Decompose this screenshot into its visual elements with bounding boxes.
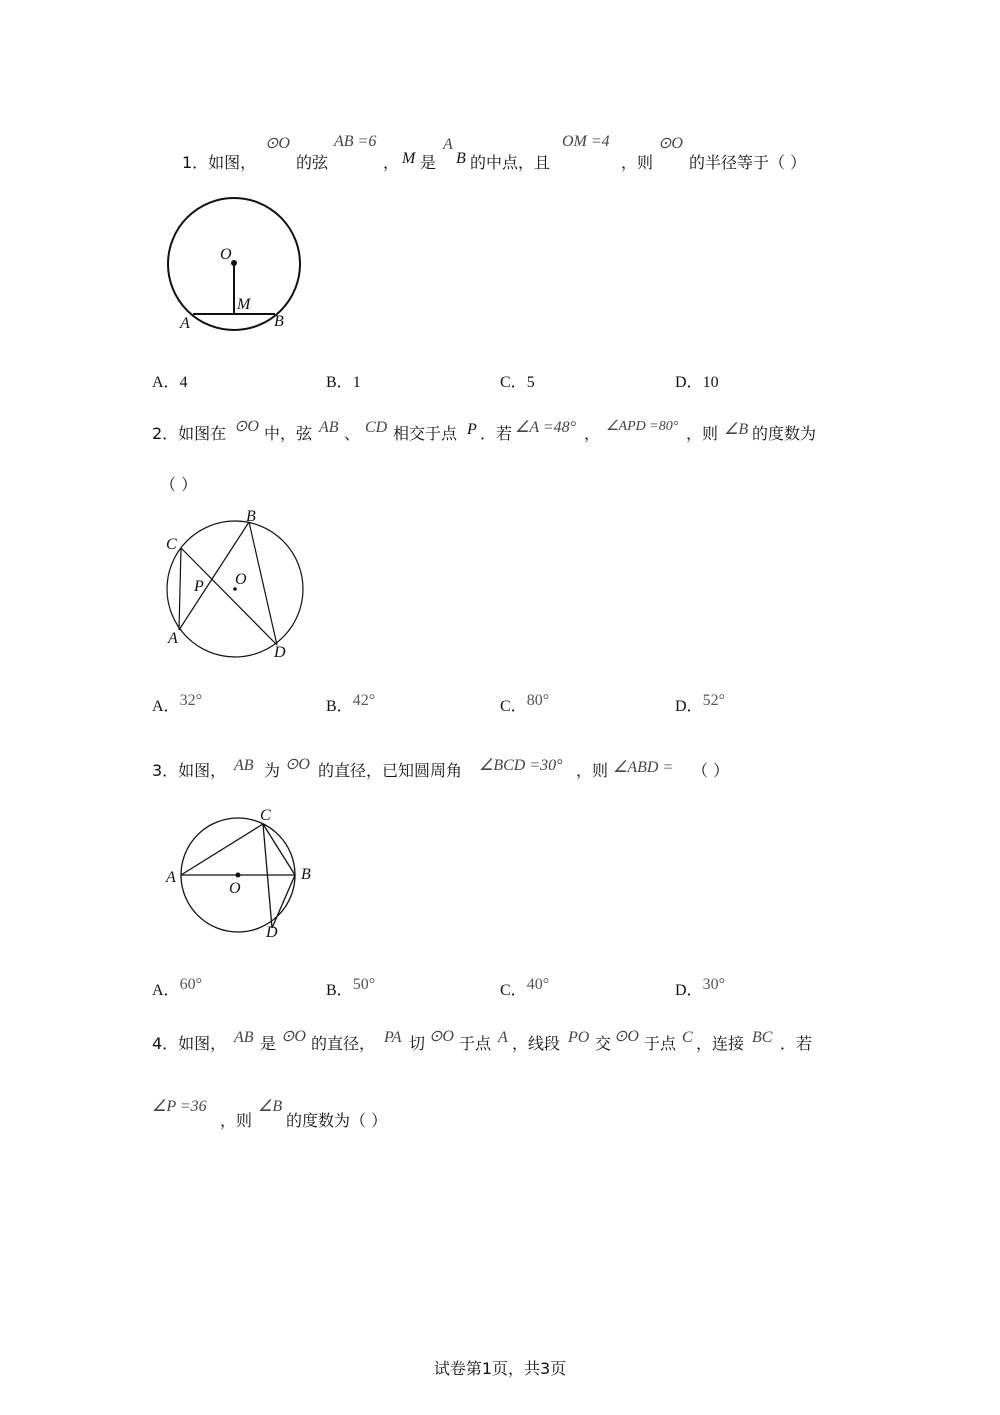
q3-text-1: 为 [264, 761, 281, 780]
q4-var-bc: BC [752, 1029, 773, 1046]
q1-circle-symbol: ⊙O [265, 135, 290, 152]
q3-angle-abd: ∠ABD = [613, 759, 674, 776]
q3-angle-bcd: ∠BCD =30° [479, 757, 563, 774]
q1-label-m: M [237, 296, 251, 313]
q3-text-2: 的直径，已知圆周角 [318, 761, 463, 780]
q1-number: 1．如图， [182, 153, 257, 172]
q3-option-a[interactable]: A．60° [152, 976, 202, 999]
q4-var-po: PO [568, 1029, 590, 1046]
q3-option-b[interactable]: B．50° [326, 976, 376, 999]
q3-segment-cb [263, 824, 295, 875]
q2-number: 2．如图在 [152, 424, 227, 443]
q4-circle-symbol: ⊙O [281, 1028, 306, 1045]
q3-option-c[interactable]: C．40° [500, 976, 550, 999]
q4-angle-p: ∠P =36 [152, 1098, 207, 1115]
q1-label-a: A [180, 315, 190, 332]
q1-var-m: M [402, 150, 416, 167]
q3-center-point [236, 873, 241, 878]
q3-text-3: ，则 [576, 761, 609, 780]
q4-angle-b: ∠B [258, 1098, 283, 1115]
q2-label-o: O [235, 571, 247, 588]
q2-var-p: P [467, 421, 477, 438]
q4-var-c: C [682, 1029, 693, 1046]
q4-text-8: ，连接 [696, 1034, 745, 1053]
q4-var-a: A [498, 1029, 508, 1046]
q4-text-5: ，线段 [512, 1034, 561, 1053]
page-footer: 试卷第1页，共3页 [433, 1359, 567, 1378]
q3-figure [160, 800, 330, 950]
q4-text-3: 切 [409, 1034, 426, 1053]
q2-label-p: P [194, 578, 204, 595]
q2-label-c: C [166, 536, 177, 553]
q2-label-b: B [246, 508, 256, 525]
q1-label-b: B [274, 313, 284, 330]
q1-text-chord: 的弦 [296, 153, 329, 172]
q2-label-d: D [274, 644, 286, 661]
q1-option-c[interactable]: C．5 [500, 374, 535, 391]
q2-option-b[interactable]: B．42° [326, 692, 376, 715]
q2-var-ab: AB [319, 419, 339, 436]
q1-option-a[interactable]: A．4 [152, 374, 188, 391]
q2-segment-ca [179, 548, 181, 630]
q2-label-a: A [168, 630, 178, 647]
q2-text-1: 中，弦 [264, 424, 313, 443]
q1-text-tail: 的半径等于（ ） [689, 153, 807, 172]
q3-circle-symbol: ⊙O [285, 756, 310, 773]
q2-comma: ， [584, 424, 601, 443]
q3-label-o: O [229, 880, 241, 897]
q1-center-point [231, 260, 237, 266]
q2-answer-paren: （ ） [160, 475, 198, 494]
q4-number: 4．如图， [152, 1034, 227, 1053]
q3-segment-cd [263, 824, 272, 928]
q1-label-o: O [220, 246, 232, 263]
q2-segment-bd [249, 522, 277, 645]
q1-var-b: B [456, 150, 466, 167]
q3-label-b: B [301, 866, 311, 883]
q2-figure [158, 505, 318, 665]
q3-var-ab: AB [234, 757, 254, 774]
q2-circle-symbol: ⊙O [234, 418, 259, 435]
q3-label-d: D [266, 924, 278, 941]
q1-text-then: ，则 [621, 153, 654, 172]
q1-option-b[interactable]: B．1 [326, 374, 361, 391]
q1-option-d[interactable]: D．10 [675, 374, 719, 391]
q1-expr-om: OM =4 [562, 133, 610, 150]
q3-number: 3．如图， [152, 761, 227, 780]
q1-figure [160, 190, 310, 340]
q2-text-4: ，则 [686, 424, 719, 443]
q1-text-midpoint: 的中点，且 [470, 153, 551, 172]
q1-text-is: 是 [420, 153, 437, 172]
q4-text-6: 交 [595, 1034, 612, 1053]
q2-chord-cd [181, 548, 277, 645]
q1-expr-ab: AB =6 [334, 133, 377, 150]
q2-angle-apd: ∠APD =80° [606, 419, 679, 434]
q1-circle-symbol-2: ⊙O [658, 135, 683, 152]
q4-var-ab: AB [234, 1029, 254, 1046]
q3-segment-ac [181, 824, 263, 875]
q2-var-cd: CD [365, 419, 388, 436]
q4-text-11: 的度数为（ ） [286, 1111, 388, 1130]
q4-text-7: 于点 [644, 1034, 677, 1053]
q2-option-a[interactable]: A．32° [152, 692, 202, 715]
q4-var-pa: PA [384, 1029, 402, 1046]
q3-segment-bd [272, 875, 295, 928]
q4-text-10: ，则 [220, 1111, 253, 1130]
q2-angle-b: ∠B [724, 421, 749, 438]
q3-answer-paren: （ ） [692, 761, 730, 780]
q2-text-2: 相交于点 [393, 424, 458, 443]
q3-option-d[interactable]: D．30° [675, 976, 725, 999]
q3-label-c: C [260, 807, 271, 824]
q4-circle-symbol-3: ⊙O [614, 1028, 639, 1045]
q2-text-3: ．若 [480, 424, 513, 443]
q4-circle-symbol-2: ⊙O [429, 1028, 454, 1045]
q2-option-d[interactable]: D．52° [675, 692, 725, 715]
q2-option-c[interactable]: C．80° [500, 692, 550, 715]
q4-text-1: 是 [260, 1034, 277, 1053]
q3-label-a: A [166, 869, 176, 886]
q4-text-9: ．若 [780, 1034, 813, 1053]
q2-angle-a: ∠A =48° [515, 419, 577, 436]
q1-var-a: A [443, 136, 453, 153]
q4-text-4: 于点 [459, 1034, 492, 1053]
q2-sep: 、 [344, 424, 361, 443]
q1-comma: ， [383, 153, 400, 172]
q2-text-5: 的度数为 [752, 424, 817, 443]
q4-text-2: 的直径， [311, 1034, 376, 1053]
